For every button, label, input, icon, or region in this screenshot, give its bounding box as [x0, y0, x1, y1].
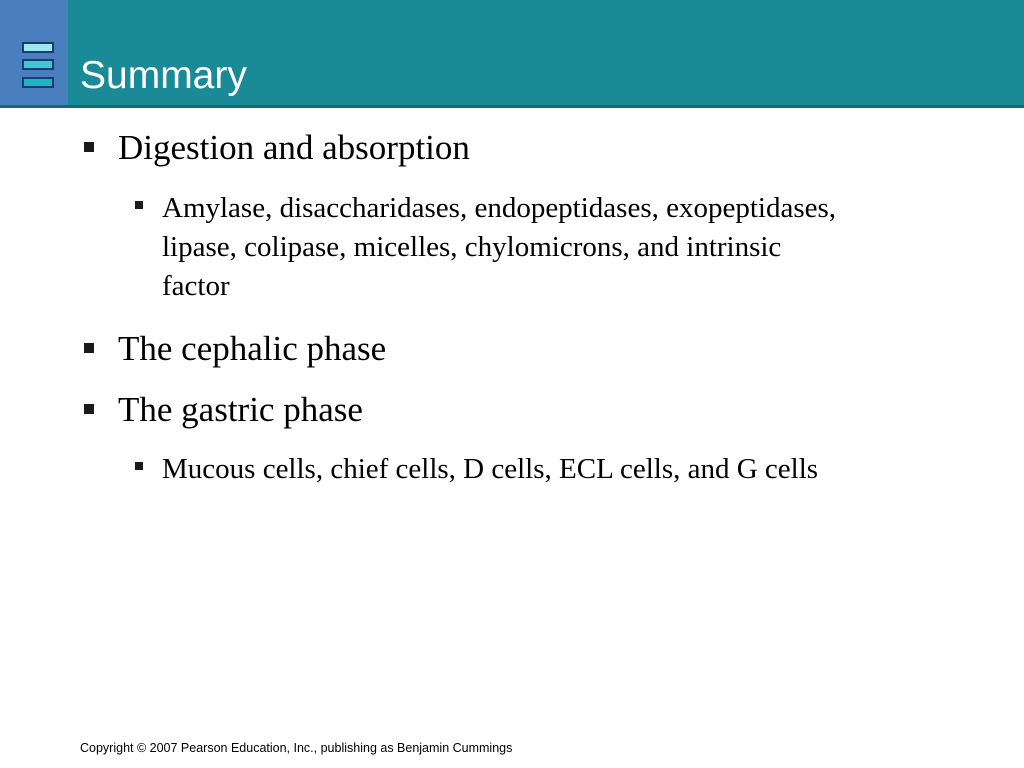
slide-title: Summary — [80, 54, 247, 97]
square-bullet-icon — [84, 343, 94, 353]
sub-bullet-item-2: Mucous cells, chief cells, D cells, ECL cells, and G cells — [162, 453, 819, 485]
sub-bullet-item-1: Amylase, disaccharidases, endopeptidases, exopeptidases, lipase, colipase, micelles, chylomicrons, and intrinsic factor — [162, 192, 837, 302]
square-bullet-icon — [135, 201, 143, 209]
square-bullet-icon — [84, 404, 94, 414]
square-bullet-icon — [135, 462, 143, 470]
square-bullet-icon — [84, 142, 94, 152]
bullet-item-3: The gastric phase — [118, 390, 363, 429]
bullet-item-1: Digestion and absorption — [118, 128, 470, 167]
bullet-item-2: The cephalic phase — [118, 329, 387, 368]
copyright-footer: Copyright © 2007 Pearson Education, Inc., publishing as Benjamin Cummings — [80, 741, 513, 755]
